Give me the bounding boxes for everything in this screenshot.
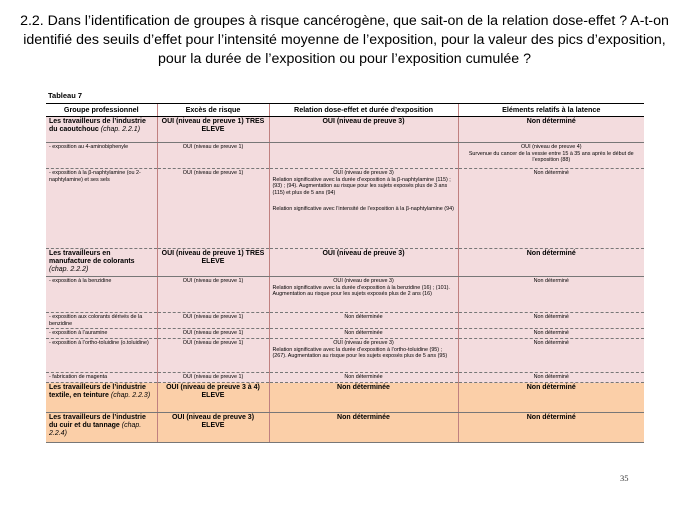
relation-text: Relation significative avec la durée d’exposition à la benzidine (16) ; (101). Augmentation au risque pour les sujets exposés plus de 2 ans (16)	[272, 284, 450, 298]
group-label: - fabrication de magenta	[49, 374, 108, 381]
cell-latency	[458, 143, 644, 169]
table-row	[46, 143, 644, 169]
relation-text: OUI (niveau de preuve 3)	[333, 340, 394, 347]
group-label: Les travailleurs de l’industrie du cuir et du tannage	[49, 414, 146, 430]
latency-text: Non déterminé	[533, 374, 569, 381]
group-label: - exposition aux colorants dérivés de la benzidine	[49, 314, 143, 327]
page-title: 2.2. Dans l’identification de groupes à risque cancérogène, que sait-on de la relation dose-effet ? A-t-on identifié des seuils d’effet pour l’intensité moyenne de l’exposition, pour la valeur des pics d’exposition, pour la durée de l’exposition ou pour l’exposition cumulée ?	[20, 13, 669, 67]
relation-text: OUI (niveau de preuve 3)	[322, 118, 405, 125]
cell-excess: OUI (niveau de preuve 1)	[157, 143, 269, 169]
cell-group	[46, 117, 157, 143]
latency-text: Non déterminé	[533, 278, 569, 284]
cell-relation	[269, 249, 458, 277]
relation-text: OUI (niveau de preuve 3)	[333, 278, 394, 284]
column-header: Excès de risque	[157, 104, 269, 117]
cell-group	[46, 143, 157, 169]
latency-text: OUI (niveau de preuve 4)	[520, 144, 582, 150]
page-number: 35	[620, 473, 629, 483]
table-row	[46, 339, 644, 373]
latency-text: Survenue du cancer de la vessie entre 15 à 35 ans après le début de l’exposition (88)	[468, 150, 634, 164]
cell-relation	[269, 373, 458, 383]
column-header: Eléments relatifs à la latence	[458, 104, 644, 117]
table-row	[46, 313, 644, 329]
table-header-row	[46, 104, 644, 117]
cell-latency	[458, 413, 644, 443]
relation-text: Non déterminée	[344, 330, 383, 337]
relation-text: Non déterminée	[337, 414, 390, 422]
cell-relation	[269, 277, 458, 313]
cell-latency	[458, 169, 644, 249]
relation-text: Non déterminée	[344, 314, 383, 320]
column-header: Groupe professionnel	[46, 104, 157, 117]
cell-group	[46, 329, 157, 339]
group-label: - exposition à la β-naphtylamine (ou 2-naphtylamine) et ses sels	[49, 170, 141, 183]
cell-relation	[269, 339, 458, 373]
chapter-ref: (chap. 2.2.3)	[110, 392, 151, 400]
cell-excess: OUI (niveau de preuve 1) TRES ELEVE	[157, 249, 269, 277]
group-label: - exposition à la benzidine	[49, 278, 112, 284]
cell-group	[46, 383, 157, 413]
relation-text: Non déterminée	[337, 384, 390, 392]
relation-text: OUI (niveau de preuve 3)	[322, 250, 405, 257]
latency-text: Non déterminé	[533, 340, 569, 347]
latency-text: Non déterminé	[526, 250, 576, 257]
relation-text: Relation significative avec l’intensité de l’exposition à la β-naphtylamine (94)	[272, 206, 454, 213]
cell-group	[46, 249, 157, 277]
group-row	[46, 117, 644, 143]
table-label: Tableau 7	[48, 91, 83, 100]
latency-text: Non déterminé	[526, 118, 576, 125]
cell-group	[46, 373, 157, 383]
chapter-ref: (chap. 2.2.2)	[49, 266, 89, 273]
group-label: - exposition à l’ortho-toluidine (o.toluidine)	[49, 340, 149, 347]
cell-relation	[269, 313, 458, 329]
cell-excess: OUI (niveau de preuve 3) ELEVE	[157, 413, 269, 443]
cell-latency	[458, 117, 644, 143]
cell-latency	[458, 329, 644, 339]
cell-latency	[458, 373, 644, 383]
cell-latency	[458, 383, 644, 413]
cell-excess: OUI (niveau de preuve 1)	[157, 277, 269, 313]
cell-relation	[269, 413, 458, 443]
group-label: - exposition à l’auramine	[49, 330, 108, 337]
cell-excess: OUI (niveau de preuve 1)	[157, 373, 269, 383]
cell-excess: OUI (niveau de preuve 1)	[157, 329, 269, 339]
table-row	[46, 169, 644, 249]
table-row	[46, 329, 644, 339]
cell-group	[46, 339, 157, 373]
group-label: Les travailleurs en manufacture de colorants	[49, 250, 135, 265]
cell-latency	[458, 313, 644, 329]
cell-group	[46, 169, 157, 249]
cell-relation	[269, 383, 458, 413]
column-header: Relation dose-effet et durée d’exposition	[269, 104, 458, 117]
group-row	[46, 413, 644, 443]
table-row	[46, 373, 644, 383]
relation-text: Non déterminée	[344, 374, 383, 381]
group-label: Les travailleurs de l’industrie textile, en teinture	[49, 384, 146, 400]
data-table	[46, 103, 644, 443]
table-body	[46, 117, 644, 443]
cell-group	[46, 413, 157, 443]
cell-group	[46, 277, 157, 313]
latency-text: Non déterminé	[526, 414, 576, 422]
group-label: Les travailleurs de l’industrie du caoutchouc	[49, 118, 146, 133]
cell-excess: OUI (niveau de preuve 1)	[157, 339, 269, 373]
cell-excess: OUI (niveau de preuve 3 à 4) ELEVE	[157, 383, 269, 413]
table-row	[46, 277, 644, 313]
cell-relation	[269, 329, 458, 339]
latency-text: Non déterminé	[533, 314, 569, 320]
cell-excess: OUI (niveau de preuve 1) TRES ELEVE	[157, 117, 269, 143]
cell-excess: OUI (niveau de preuve 1)	[157, 313, 269, 329]
cell-group	[46, 313, 157, 329]
latency-text: Non déterminé	[533, 170, 569, 176]
group-label: - exposition au 4-aminobiphenyle	[49, 144, 129, 150]
latency-text: Non déterminé	[526, 384, 576, 392]
chapter-ref: (chap. 2.2.4)	[49, 422, 142, 438]
relation-text: Relation significative avec la durée d’exposition à l’ortho-toluidine (95) ; (267). Augmentation au risque pour les sujets exposés plus de 5 ans (95)	[272, 346, 448, 360]
chapter-ref: (chap. 2.2.1)	[100, 126, 141, 133]
group-row	[46, 383, 644, 413]
cell-latency	[458, 277, 644, 313]
relation-text: Relation significative avec la durée d’exposition à la β-naphtylamine (115) ; (93) ; (94). Augmentation au risque pour les sujets exposés plus de 3 ans (115) et plus de 5 ans (94)	[272, 176, 451, 196]
cell-excess: OUI (niveau de preuve 1)	[157, 169, 269, 249]
cell-relation	[269, 169, 458, 249]
cell-latency	[458, 249, 644, 277]
relation-text: OUI (niveau de preuve 3)	[333, 170, 394, 176]
latency-text: Non déterminé	[533, 330, 569, 337]
group-row	[46, 249, 644, 277]
cell-relation	[269, 143, 458, 169]
cell-latency	[458, 339, 644, 373]
cell-relation	[269, 117, 458, 143]
